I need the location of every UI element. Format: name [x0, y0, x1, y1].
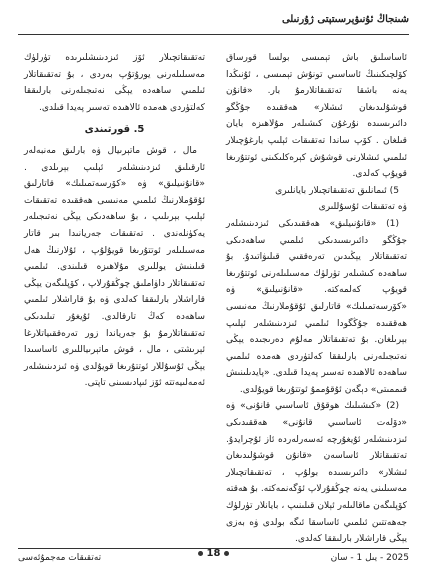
page-number [198, 548, 230, 559]
section-item: 5) ئىمانلىق تەتقىقاتچىلار بايانلىرى [275, 185, 399, 196]
subheading: ۋە تەتقىقات ئۇسۇللىرى [318, 202, 407, 213]
section-heading: 5. قورتىندى [84, 124, 145, 136]
paragraph: تەتقىقاتچىلار ئۆز ئىزدىنىشلىرىدە تۈرلۈك مەسىلىلەرنى يورۇتۇپ بەردى ، بۇ تەتقىقاتلار ئىلمىي ساھەدە يېڭى نەتىجىلەرنى بارلىققا كەلتۈردى ھەمدە ئالاھىدە تەسىر پەيدا قىلدى. [24, 53, 205, 113]
section-name: تەتقىقات مەجمۇئەسى [18, 553, 102, 563]
bullet-icon [224, 551, 229, 556]
right-column [226, 50, 407, 548]
paragraph: (2) «كىشىلىك ھوقۇق ئاساسىي قانۇنى» ۋە «دۆلەت ئاساسىي قانۇنى» ھەققىدىكى ئىزدىنىشلەر ئۇيغۇرچە ئەسەرلەردە ئاز ئۇچرايدۇ. تەتقىقاتلار ئاساسەن «قانۇن قوشۇلىدىغان ئىشلار» دائىرىسىدە بولۇپ ، تەتقىقاتچىلار مەسىلىنى يەنە چوڭقۇرلاپ ئۆگەنمەكتە. بۇ ھەقتە كۆپلىگەن ماقالىلەر ئېلان قىلىنىپ ، بايانلار تۈرلۈك جەھەتتىن ئىلمىي ئاساسقا ئىگە بولدى ۋە بەزى يېڭى قاراشلار بارلىققا كەلدى. [226, 401, 407, 545]
journal-title: شىنجاڭ ئۇنىۋېرسىتېتى ژۇرنىلى [281, 14, 409, 25]
issue-info: 2025 - يىل 1 - سان [330, 553, 409, 563]
page-footer [18, 548, 409, 569]
page-header [18, 12, 409, 35]
paragraph: مال ، قوش ماتېرىيال ۋە بارلىق مەنبەلەر ئارقىلىق ئىزدىنىشلەر ئېلىپ بېرىلدى . «قانۇنىيلىق» ۋە «كۆرسەتمىلىك» قاتارلىق ئۇقۇملارنىڭ ئىلمىي مەنىسى ھەققىدە تەتقىقات ئېلىپ بېرىلىپ ، بۇ ساھەدىكى يېڭى نەتىجىلەر يەكۈنلەندى . تەتقىقات جەريانىدا بىر قاتار مەسىلىلەر ئوتتۇرىغا قويۇلۇپ ، ئۇلارنىڭ ھەل قىلىنىش يوللىرى مۇلاھىزە قىلىندى. ئىلمىي تەتقىقاتلار داۋاملىق چوڭقۇرلاپ ، كۆپلىگەن يېڭى قاراشلار بارلىققا كەلدى ۋە بۇ قاراشلار ئىلمىي ساھەدە كەڭ تارقالدى. ئۇيغۇر تىلىدىكى تەتقىقاتلارمۇ بۇ جەرياندا زور تەرەققىياتلارغا ئېرىشتى ، مال ، قوش ماتېرىياللىرى ئاساسىدا يېڭى ئۇسۇللار ئوتتۇرىغا قويۇلدى ۋە ئىزدىنىشلەر ئەمەلىيەتتە ئۆز ئىپادىسىنى تاپتى. [24, 145, 205, 389]
left-column [24, 50, 205, 392]
page-number-text: 18 [206, 548, 221, 559]
bullet-icon [198, 551, 203, 556]
paragraph: (1) «قانۇنىيلىق» ھەققىدىكى ئىزدىنىشلەر جۇڭگو دائىرىسىدىكى ئىلمىي ساھەدىكى تەتقىقاتلار يېڭىدىن تەرەققىي قىلىۋاتىدۇ. بۇ ساھەدە كىشىلەر تۈرلۈك مەسىلىلەرنى ئوتتۇرىغا قويۇپ كەلمەكتە. «قانۇنىيلىق» ۋە «كۆرسەتمىلىك» قاتارلىق ئۇقۇملارنىڭ مەنىسى ھەققىدە جۇڭگودا ئىلمىي ئىزدىنىشلەر ئېلىپ بېرىلغان. بۇ تەتقىقاتلار مەلۇم دەرىجىدە يېڭى نەتىجىلەرنى بارلىققا كەلتۈردى ھەمدە ئىلمىي ساھەدە ئالاھىدە تەسىر پەيدا قىلدى. «پايدىلىنىش قىممىتى» دېگەن ئۇقۇممۇ ئوتتۇرىغا قويۇلدى. [226, 218, 407, 395]
paragraph: ئاساسلىق باش تېمىسى بولسا قورساق كۆلچىكىنىڭ ئاساسىي تونۇش تېمىسى ، ئۇنىڭدا يەنە باشقا تەتقىقاتلارمۇ بار. «قانۇن قوشۇلىدىغان ئىشلار» ھەققىدە جۇڭگو دائىرىسىدە نۇرغۇن كىشىلەر مۇلاھىزە بايان قىلغان . كۆپ ساندا تەتقىقات ئېلىپ بارغۇچىلار ئىلمىي ئىشلارنى قوشۇش كېرەكلىكىنى ئوتتۇرىغا قويۇپ كەلدى. [226, 53, 407, 180]
